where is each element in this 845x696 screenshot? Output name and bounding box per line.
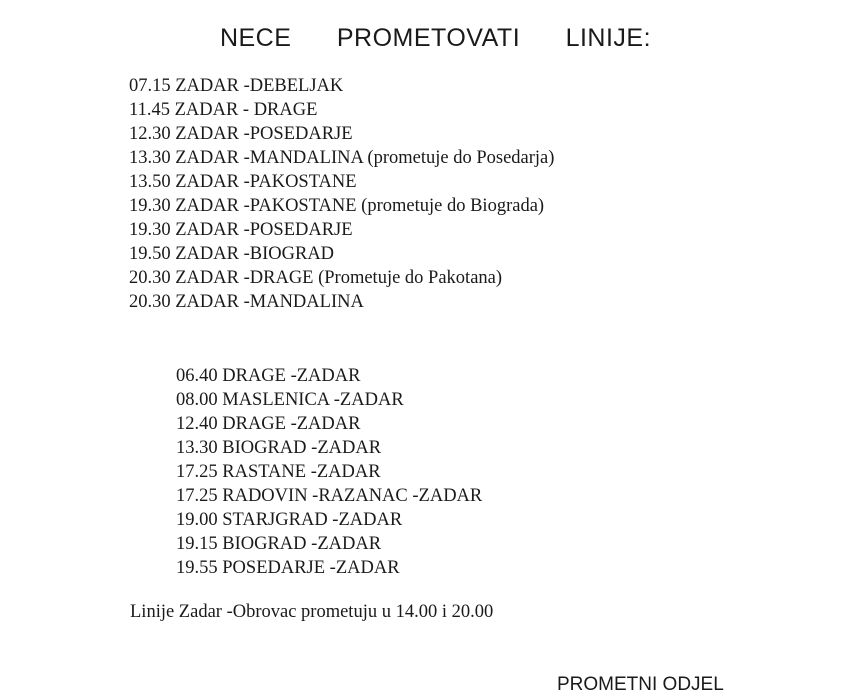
list-item: 11.45 ZADAR - DRAGE <box>129 100 318 120</box>
list-item: 08.00 MASLENICA -ZADAR <box>176 390 404 410</box>
list-item: 13.50 ZADAR -PAKOSTANE <box>129 172 357 192</box>
list-item: 20.30 ZADAR -MANDALINA <box>129 292 364 312</box>
list-item: 19.50 ZADAR -BIOGRAD <box>129 244 335 264</box>
list-item: 12.40 DRAGE -ZADAR <box>176 414 361 434</box>
list-item: 19.00 STARJGRAD -ZADAR <box>176 510 403 530</box>
list-item: 13.30 BIOGRAD -ZADAR <box>176 438 382 458</box>
document-title: NECE PROMETOVATI LINIJE: <box>219 24 652 52</box>
list-item: 19.30 ZADAR -POSEDARJE <box>129 220 353 240</box>
list-item: 12.30 ZADAR -POSEDARJE <box>129 124 353 144</box>
list-item: 13.30 ZADAR -MANDALINA (prometuje do Posedarja) <box>129 148 555 168</box>
list-item: 20.30 ZADAR -DRAGE (Prometuje do Pakotana) <box>129 268 503 288</box>
list-item: 17.25 RADOVIN -RAZANAC -ZADAR <box>176 486 483 506</box>
inbound-lines-list <box>176 364 482 580</box>
obrovac-note: Linije Zadar -Obrovac prometuju u 14.00 i 20.00 <box>130 602 494 622</box>
signature-department: PROMETNI ODJEL <box>557 674 724 695</box>
list-item: 07.15 ZADAR -DEBELJAK <box>129 76 344 96</box>
list-item: 19.15 BIOGRAD -ZADAR <box>176 534 382 554</box>
list-item: 19.30 ZADAR -PAKOSTANE (prometuje do Biograda) <box>129 196 545 216</box>
outbound-lines-list <box>129 74 554 314</box>
list-item: 19.55 POSEDARJE -ZADAR <box>176 558 400 578</box>
list-item: 17.25 RASTANE -ZADAR <box>176 462 381 482</box>
list-item: 06.40 DRAGE -ZADAR <box>176 366 361 386</box>
